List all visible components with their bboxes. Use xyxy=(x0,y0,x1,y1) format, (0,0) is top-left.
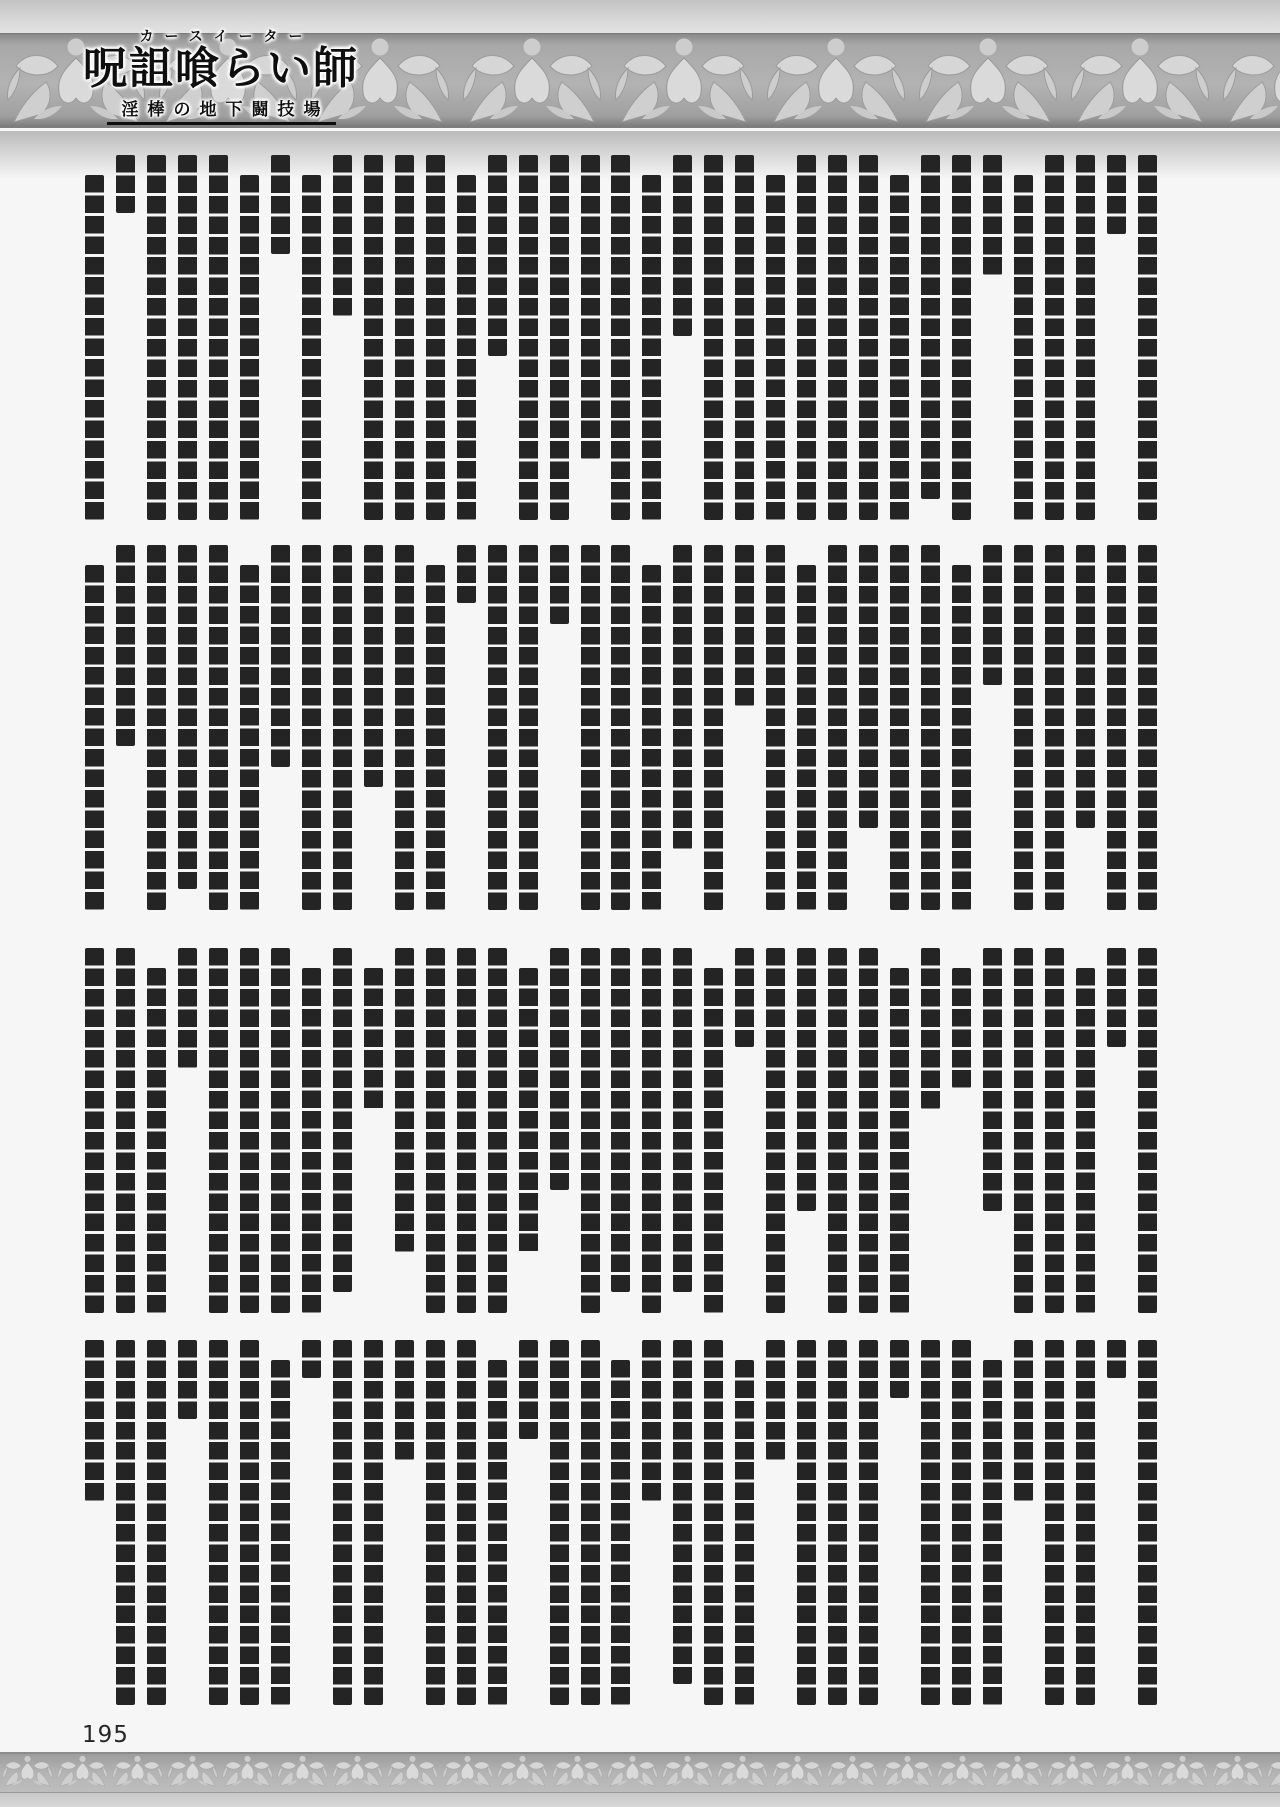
redacted-text-column xyxy=(1076,545,1095,913)
redacted-text-column xyxy=(859,155,878,523)
redacted-text-column xyxy=(1045,1340,1064,1708)
redacted-text-column xyxy=(735,948,754,1316)
redacted-text-column xyxy=(983,155,1002,523)
redacted-text-column xyxy=(395,545,414,913)
title-block xyxy=(58,26,384,125)
redacted-text-column xyxy=(983,1340,1002,1708)
redacted-text-column xyxy=(673,948,692,1316)
floral-ornament-motif xyxy=(440,1754,495,1787)
redacted-text-column xyxy=(735,545,754,913)
floral-ornament-motif xyxy=(935,1754,990,1787)
redacted-text-column xyxy=(1076,1340,1095,1708)
redacted-text-column xyxy=(735,1340,754,1708)
floral-ornament-motif xyxy=(990,1754,1045,1787)
redacted-text-column xyxy=(457,155,476,523)
redacted-text-column xyxy=(147,948,166,1316)
redacted-text-column xyxy=(426,155,445,523)
redacted-text-column xyxy=(797,948,816,1316)
floral-ornament-motif xyxy=(1155,1754,1210,1787)
redacted-text-column xyxy=(488,545,507,913)
floral-ornament-motif xyxy=(880,1754,935,1787)
redacted-text-column xyxy=(457,948,476,1316)
floral-ornament-motif xyxy=(912,34,1064,124)
redacted-text-column xyxy=(1138,155,1157,523)
page-number: 195 xyxy=(82,1722,129,1748)
floral-ornament-motif xyxy=(608,34,760,124)
redacted-text-column xyxy=(1138,1340,1157,1708)
redacted-text-column xyxy=(240,545,259,913)
redacted-text-column xyxy=(116,1340,135,1708)
redacted-text-column xyxy=(519,545,538,913)
floral-ornament-motif xyxy=(330,1754,385,1787)
redacted-text-column xyxy=(704,948,723,1316)
redacted-text-column xyxy=(178,155,197,523)
redacted-text-column xyxy=(209,545,228,913)
redacted-text-column xyxy=(395,1340,414,1708)
redacted-text-column xyxy=(488,948,507,1316)
floral-ornament-motif xyxy=(660,1754,715,1787)
redacted-text-column xyxy=(921,948,940,1316)
redacted-text-column xyxy=(890,155,909,523)
redacted-text-column xyxy=(1138,545,1157,913)
redacted-text-column xyxy=(766,545,785,913)
redacted-text-column xyxy=(1045,545,1064,913)
redacted-text-column xyxy=(1107,1340,1126,1708)
redacted-text-column xyxy=(611,155,630,523)
redacted-text-column xyxy=(333,155,352,523)
redacted-text-column xyxy=(828,1340,847,1708)
floral-ornament-motif xyxy=(1045,1754,1100,1787)
floral-ornament-motif xyxy=(55,1754,110,1787)
redacted-text-column xyxy=(581,155,600,523)
redacted-text-column xyxy=(178,1340,197,1708)
floral-ornament-motif xyxy=(1210,1754,1265,1787)
redacted-text-column xyxy=(673,155,692,523)
redacted-text-column xyxy=(1014,545,1033,913)
redacted-text-column xyxy=(611,545,630,913)
redacted-text-column xyxy=(271,948,290,1316)
redacted-text-column xyxy=(550,155,569,523)
redacted-text-column xyxy=(364,948,383,1316)
episode-subtitle: 淫棒の地下闘技場 xyxy=(107,94,336,125)
redacted-text-column xyxy=(828,155,847,523)
redacted-text-column xyxy=(333,1340,352,1708)
floral-ornament-motif xyxy=(1100,1754,1155,1787)
redacted-text-column xyxy=(302,948,321,1316)
title-furigana: カースイーター xyxy=(139,28,314,44)
redacted-text-column xyxy=(766,948,785,1316)
redacted-text-column xyxy=(116,545,135,913)
floral-ornament-motif xyxy=(715,1754,770,1787)
redacted-text-column xyxy=(921,1340,940,1708)
floral-ornament-motif xyxy=(165,1754,220,1787)
redacted-text-column xyxy=(426,948,445,1316)
redacted-text-column xyxy=(209,948,228,1316)
redacted-text-column xyxy=(488,155,507,523)
redacted-text-column xyxy=(952,1340,971,1708)
series-title: 呪詛喰らい師 xyxy=(83,44,359,93)
redacted-text-column xyxy=(364,1340,383,1708)
floral-ornament-motif xyxy=(456,34,608,124)
redacted-text-column xyxy=(1014,948,1033,1316)
floral-ornament-motif xyxy=(825,1754,880,1787)
redacted-text-column xyxy=(240,155,259,523)
redacted-text-column xyxy=(147,155,166,523)
redacted-text-column xyxy=(302,155,321,523)
redacted-text-column xyxy=(673,1340,692,1708)
redacted-text-column xyxy=(890,948,909,1316)
redacted-text-column xyxy=(828,948,847,1316)
redacted-text-column xyxy=(240,948,259,1316)
redacted-text-column xyxy=(364,155,383,523)
redacted-text-column xyxy=(797,1340,816,1708)
redacted-text-column xyxy=(85,948,104,1316)
redacted-text-column xyxy=(550,1340,569,1708)
redacted-text-column xyxy=(1076,155,1095,523)
floral-ornament-motif xyxy=(110,1754,165,1787)
redacted-text-column xyxy=(550,948,569,1316)
redacted-text-column xyxy=(1014,155,1033,523)
floral-ornament-motif xyxy=(275,1754,330,1787)
redacted-text-column xyxy=(611,1340,630,1708)
redacted-text-column xyxy=(519,155,538,523)
redacted-text-column xyxy=(890,1340,909,1708)
redacted-text-column xyxy=(302,545,321,913)
floral-ornament-motif xyxy=(770,1754,825,1787)
floral-ornament-motif xyxy=(220,1754,275,1787)
redacted-text-column xyxy=(828,545,847,913)
floral-ornament-motif xyxy=(1265,1754,1280,1787)
floral-ornament-motif xyxy=(605,1754,660,1787)
redacted-text-column xyxy=(859,545,878,913)
text-row-2 xyxy=(85,545,1157,913)
bottom-edge-texture xyxy=(0,1793,1280,1807)
redacted-text-column xyxy=(890,545,909,913)
redacted-text-column xyxy=(395,155,414,523)
redacted-text-column xyxy=(766,155,785,523)
redacted-text-column xyxy=(426,1340,445,1708)
redacted-text-column xyxy=(457,545,476,913)
redacted-text-column xyxy=(426,545,445,913)
redacted-text-column xyxy=(395,948,414,1316)
bottom-floral-pattern xyxy=(0,1754,1280,1792)
redacted-text-column xyxy=(859,948,878,1316)
redacted-text-column xyxy=(642,948,661,1316)
floral-ornament-motif xyxy=(1216,34,1280,124)
redacted-text-column xyxy=(116,948,135,1316)
redacted-text-column xyxy=(147,545,166,913)
redacted-text-column xyxy=(271,545,290,913)
redacted-text-column xyxy=(1138,948,1157,1316)
redacted-text-column xyxy=(85,545,104,913)
redacted-text-column xyxy=(209,1340,228,1708)
redacted-text-column xyxy=(85,155,104,523)
redacted-text-column xyxy=(642,545,661,913)
redacted-text-column xyxy=(952,948,971,1316)
floral-ornament-motif xyxy=(550,1754,605,1787)
floral-ornament-motif xyxy=(385,1754,440,1787)
redacted-text-column xyxy=(1107,545,1126,913)
redacted-text-column xyxy=(673,545,692,913)
redacted-text-column xyxy=(859,1340,878,1708)
redacted-text-column xyxy=(550,545,569,913)
redacted-text-column xyxy=(581,948,600,1316)
redacted-text-column xyxy=(1045,155,1064,523)
redacted-text-column xyxy=(983,948,1002,1316)
text-row-4 xyxy=(85,1340,1157,1708)
redacted-text-column xyxy=(271,155,290,523)
redacted-text-column xyxy=(797,155,816,523)
redacted-text-column xyxy=(952,545,971,913)
redacted-text-column xyxy=(581,545,600,913)
redacted-text-column xyxy=(209,155,228,523)
redacted-text-column xyxy=(1107,155,1126,523)
redacted-text-column xyxy=(921,545,940,913)
redacted-text-column xyxy=(457,1340,476,1708)
redacted-text-column xyxy=(797,545,816,913)
redacted-text-column xyxy=(271,1340,290,1708)
redacted-text-column xyxy=(611,948,630,1316)
redacted-text-column xyxy=(581,1340,600,1708)
redacted-text-column xyxy=(642,155,661,523)
text-row-1 xyxy=(85,155,1157,523)
redacted-text-column xyxy=(642,1340,661,1708)
floral-ornament-motif xyxy=(1064,34,1216,124)
redacted-text-column xyxy=(1107,948,1126,1316)
redacted-text-column xyxy=(1014,1340,1033,1708)
redacted-text-column xyxy=(147,1340,166,1708)
redacted-text-column xyxy=(178,948,197,1316)
redacted-text-column xyxy=(952,155,971,523)
redacted-text-column xyxy=(85,1340,104,1708)
redacted-text-column xyxy=(519,1340,538,1708)
redacted-text-column xyxy=(1045,948,1064,1316)
redacted-text-column xyxy=(116,155,135,523)
floral-ornament-motif xyxy=(760,34,912,124)
floral-ornament-motif xyxy=(495,1754,550,1787)
redacted-text-column xyxy=(983,545,1002,913)
redacted-text-column xyxy=(704,1340,723,1708)
redacted-text-column xyxy=(302,1340,321,1708)
redacted-text-column xyxy=(333,545,352,913)
redacted-text-column xyxy=(519,948,538,1316)
redacted-text-column xyxy=(240,1340,259,1708)
bottom-ornament-border xyxy=(0,1752,1280,1793)
floral-ornament-motif xyxy=(0,1754,55,1787)
redacted-text-column xyxy=(704,545,723,913)
redacted-text-column xyxy=(333,948,352,1316)
redacted-text-column xyxy=(178,545,197,913)
redacted-text-column xyxy=(488,1340,507,1708)
redacted-text-column xyxy=(364,545,383,913)
redacted-text-column xyxy=(1076,948,1095,1316)
text-row-3 xyxy=(85,948,1157,1316)
redacted-text-column xyxy=(704,155,723,523)
redacted-text-column xyxy=(766,1340,785,1708)
redacted-text-column xyxy=(735,155,754,523)
redacted-text-column xyxy=(921,155,940,523)
